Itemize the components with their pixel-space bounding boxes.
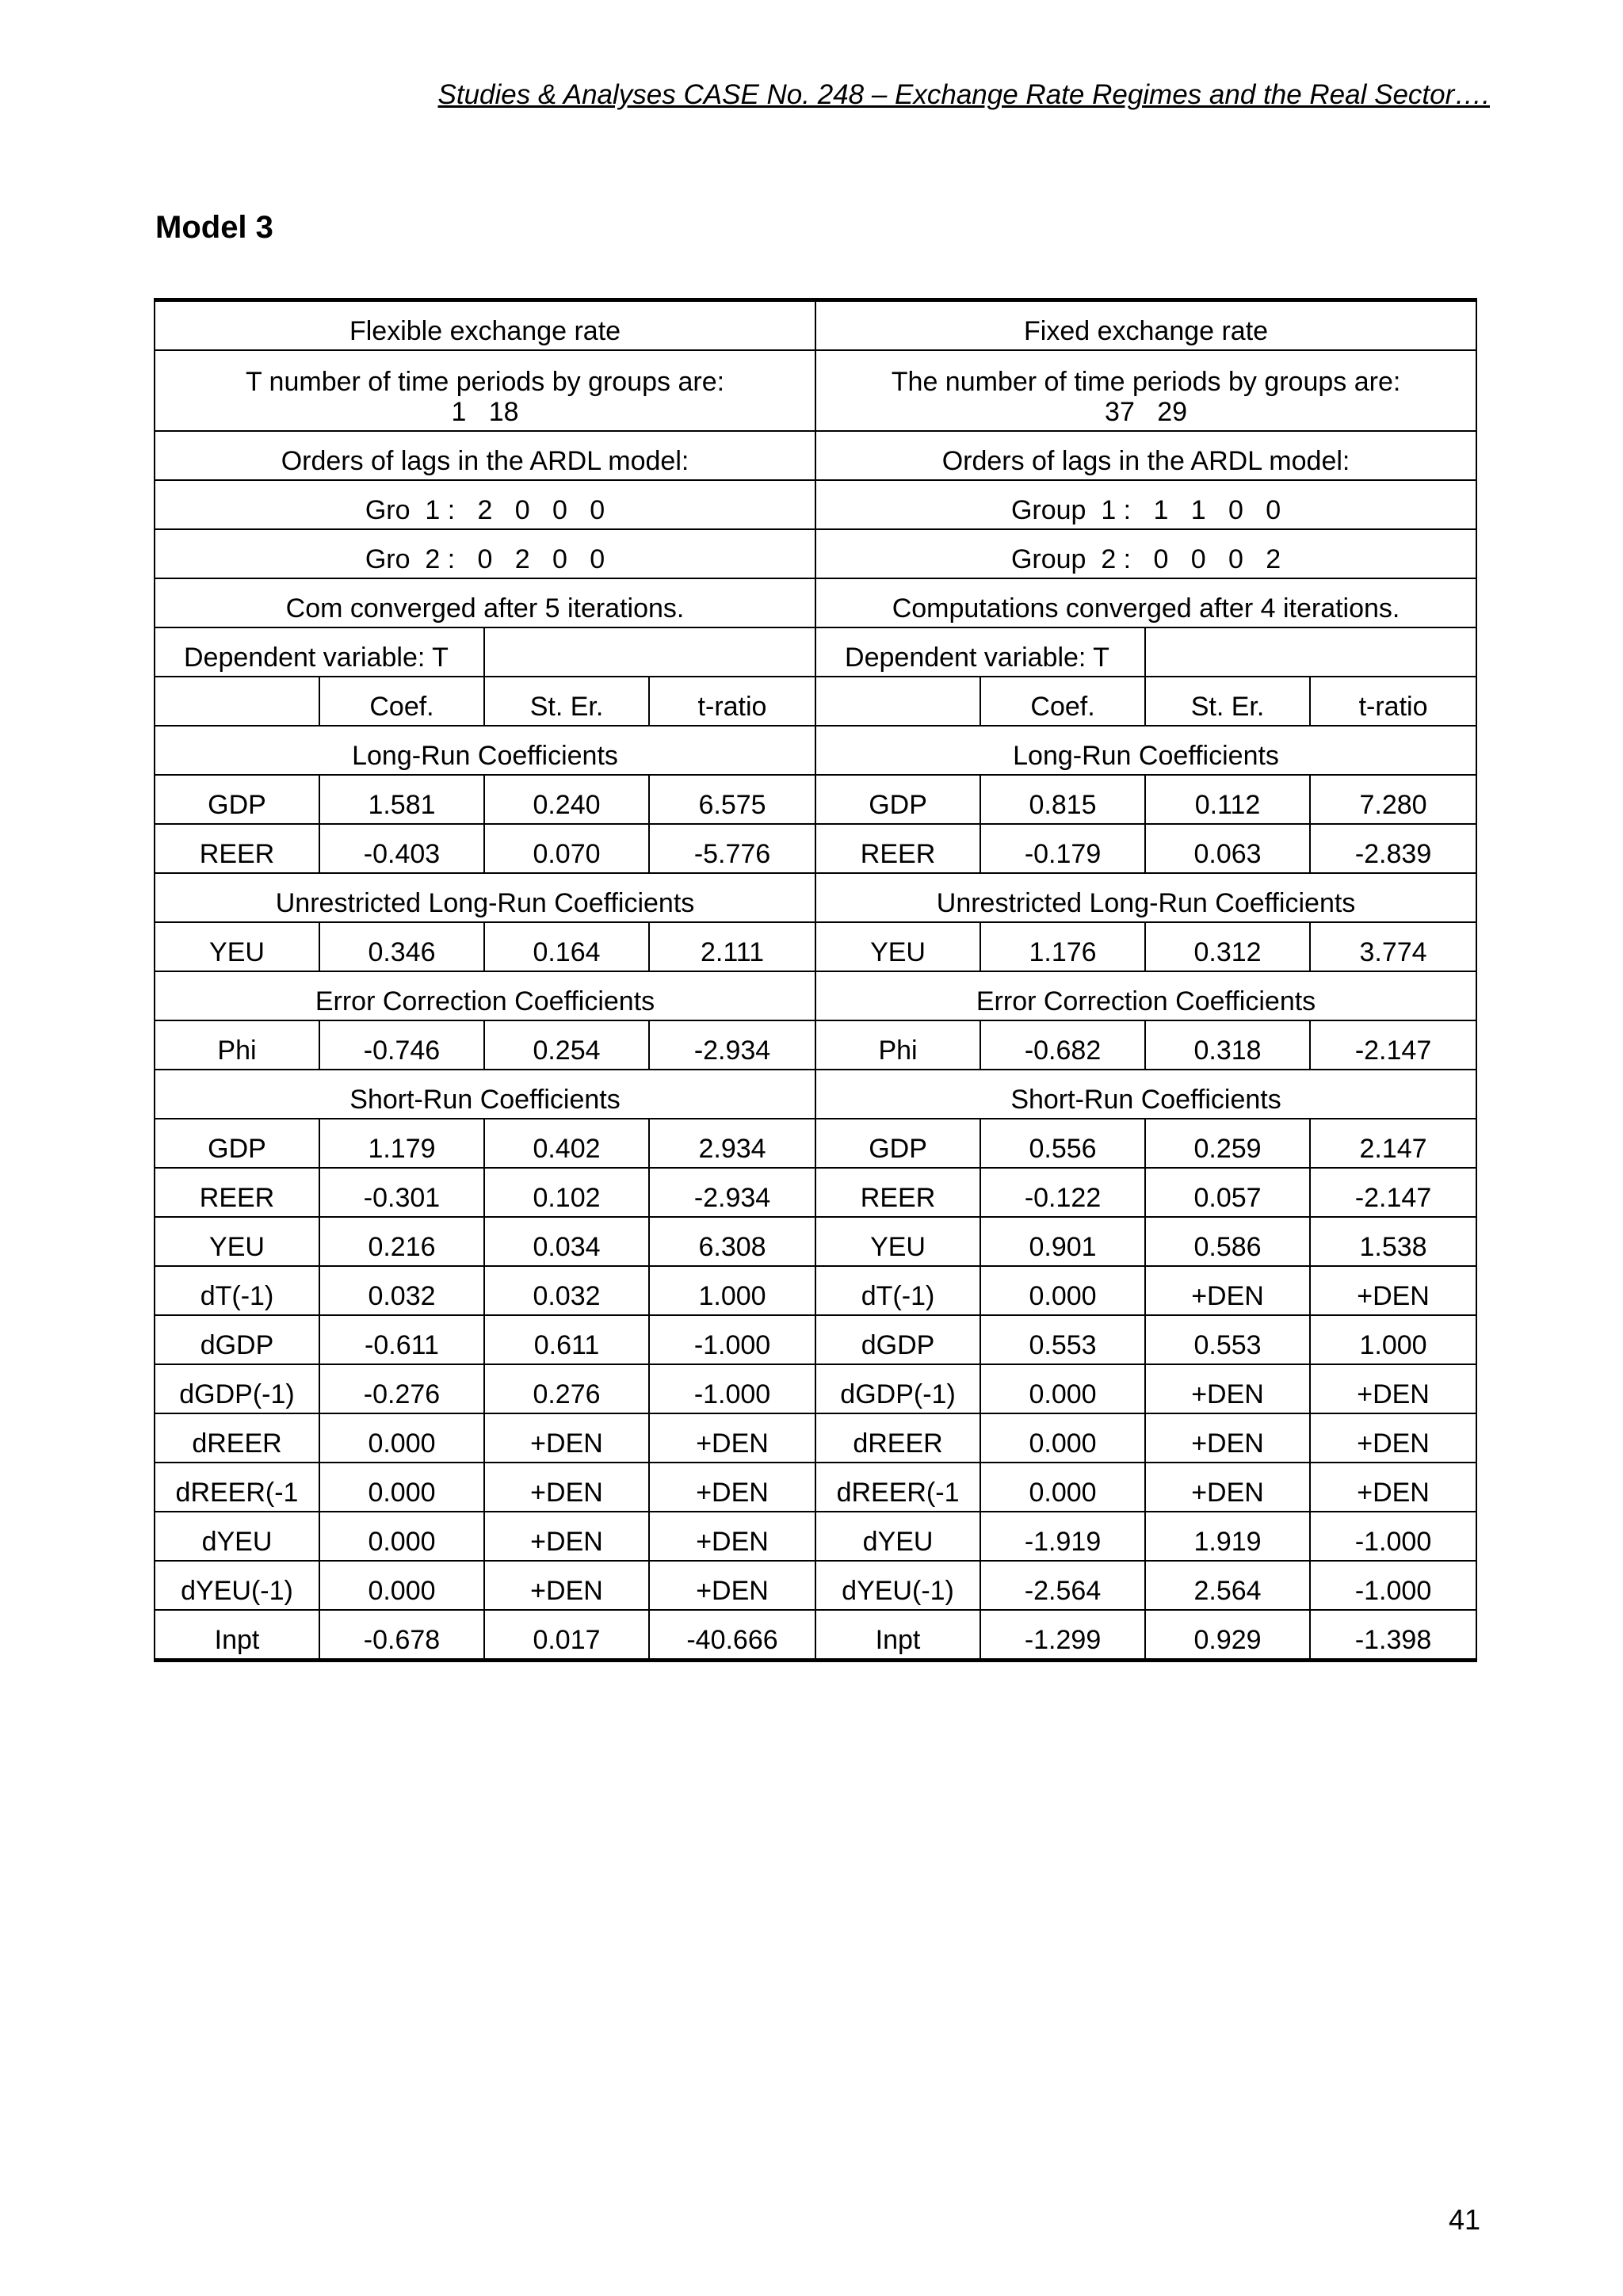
flex-std-error-cell: 0.240 (484, 775, 649, 824)
fixed-converged: Computations converged after 4 iterations. (815, 578, 1476, 627)
fixed-std-error-cell: 0.063 (1145, 824, 1310, 873)
fixed-coef-cell: 0.553 (980, 1315, 1145, 1364)
flex-lags-label: Orders of lags in the ARDL model: (155, 431, 815, 480)
table-row (155, 922, 1476, 971)
fixed-t-ratio-cell: -2.147 (1310, 1020, 1476, 1070)
flex-periods-cell (155, 350, 815, 431)
fixed-coef-cell: 1.176 (980, 922, 1145, 971)
fixed-t-ratio-cell: +DEN (1310, 1266, 1476, 1315)
fixed-regime-header: Fixed exchange rate (815, 300, 1476, 351)
flex-std-error-cell: +DEN (484, 1561, 649, 1610)
flex-coef-cell: 1.179 (319, 1119, 484, 1168)
fixed-coef-cell: 0.901 (980, 1217, 1145, 1266)
fixed-t-ratio-cell: -2.147 (1310, 1168, 1476, 1217)
flex-variable-cell: REER (155, 824, 319, 873)
flex-dependent-blank (484, 627, 815, 677)
flex-group2: Gro 2 : 0 2 0 0 (155, 529, 815, 578)
fixed-coef-cell: -1.919 (980, 1512, 1145, 1561)
regime-row (155, 300, 1476, 351)
fixed-t-header: t-ratio (1310, 677, 1476, 726)
flex-coef-cell: 0.000 (319, 1463, 484, 1512)
fixed-std-error-cell: 0.586 (1145, 1217, 1310, 1266)
flex-se-header: St. Er. (484, 677, 649, 726)
flex-variable-cell: YEU (155, 1217, 319, 1266)
results-table (154, 298, 1477, 1662)
flex-std-error-cell: 0.017 (484, 1610, 649, 1661)
flex-t-ratio-cell: +DEN (649, 1413, 815, 1463)
section-title: Model 3 (155, 210, 273, 245)
flex-periods-label: T number of time periods by groups are: (245, 367, 725, 397)
flex-variable-cell: REER (155, 1168, 319, 1217)
section-title-row (155, 726, 1476, 775)
flex-variable-cell: dREER(-1 (155, 1463, 319, 1512)
flex-section-title: Error Correction Coefficients (155, 971, 815, 1020)
page-number: 41 (1448, 2203, 1480, 2236)
fixed-std-error-cell: +DEN (1145, 1364, 1310, 1413)
table-row (155, 1610, 1476, 1661)
table-row (155, 1266, 1476, 1315)
running-header: Studies & Analyses CASE No. 248 – Exchange Rate Regimes and the Real Sector…. (437, 79, 1490, 110)
fixed-variable-cell: REER (815, 824, 980, 873)
flex-std-error-cell: 0.611 (484, 1315, 649, 1364)
flex-t-ratio-cell: -2.934 (649, 1168, 815, 1217)
table-row (155, 1020, 1476, 1070)
lags-label-row (155, 431, 1476, 480)
fixed-std-error-cell: 0.312 (1145, 922, 1310, 971)
flex-variable-cell: GDP (155, 775, 319, 824)
fixed-section-title: Short-Run Coefficients (815, 1070, 1476, 1119)
table-row (155, 1512, 1476, 1561)
flex-t-header: t-ratio (649, 677, 815, 726)
flex-variable-cell: dYEU (155, 1512, 319, 1561)
fixed-periods-cell (815, 350, 1476, 431)
section-title-row (155, 1070, 1476, 1119)
fixed-t-ratio-cell: -2.839 (1310, 824, 1476, 873)
fixed-coef-cell: -0.179 (980, 824, 1145, 873)
flex-coef-cell: 0.000 (319, 1512, 484, 1561)
fixed-t-ratio-cell: +DEN (1310, 1364, 1476, 1413)
fixed-section-title: Long-Run Coefficients (815, 726, 1476, 775)
flex-coef-cell: -0.746 (319, 1020, 484, 1070)
flex-coef-cell: 1.581 (319, 775, 484, 824)
group1-row (155, 480, 1476, 529)
fixed-t-ratio-cell: -1.398 (1310, 1610, 1476, 1661)
fixed-std-error-cell: +DEN (1145, 1463, 1310, 1512)
flex-variable-cell: dT(-1) (155, 1266, 319, 1315)
fixed-group2: Group 2 : 0 0 0 2 (815, 529, 1476, 578)
fixed-std-error-cell: 2.564 (1145, 1561, 1310, 1610)
fixed-t-ratio-cell: -1.000 (1310, 1561, 1476, 1610)
fixed-t-ratio-cell: 1.538 (1310, 1217, 1476, 1266)
fixed-variable-cell: dYEU (815, 1512, 980, 1561)
dependent-row (155, 627, 1476, 677)
fixed-t-ratio-cell: -1.000 (1310, 1512, 1476, 1561)
periods-row (155, 350, 1476, 431)
table-row (155, 1463, 1476, 1512)
flex-std-error-cell: +DEN (484, 1512, 649, 1561)
fixed-variable-cell: Inpt (815, 1610, 980, 1661)
fixed-coef-cell: 0.000 (980, 1364, 1145, 1413)
flex-coef-cell: 0.346 (319, 922, 484, 971)
fixed-t-ratio-cell: 3.774 (1310, 922, 1476, 971)
flex-t-ratio-cell: +DEN (649, 1561, 815, 1610)
flex-t-ratio-cell: +DEN (649, 1512, 815, 1561)
fixed-variable-cell: dT(-1) (815, 1266, 980, 1315)
flex-variable-cell: Phi (155, 1020, 319, 1070)
fixed-std-error-cell: +DEN (1145, 1413, 1310, 1463)
table-row (155, 1413, 1476, 1463)
fixed-group1: Group 1 : 1 1 0 0 (815, 480, 1476, 529)
flex-t-ratio-cell: -2.934 (649, 1020, 815, 1070)
flex-coef-cell: 0.216 (319, 1217, 484, 1266)
flex-var-header (155, 677, 319, 726)
flex-t-ratio-cell: 2.111 (649, 922, 815, 971)
fixed-t-ratio-cell: 1.000 (1310, 1315, 1476, 1364)
fixed-t-ratio-cell: 7.280 (1310, 775, 1476, 824)
fixed-variable-cell: dREER(-1 (815, 1463, 980, 1512)
flex-coef-header: Coef. (319, 677, 484, 726)
flex-variable-cell: GDP (155, 1119, 319, 1168)
fixed-std-error-cell: +DEN (1145, 1266, 1310, 1315)
flex-t-ratio-cell: +DEN (649, 1463, 815, 1512)
section-title-row (155, 873, 1476, 922)
fixed-coef-cell: -0.682 (980, 1020, 1145, 1070)
table-row (155, 1561, 1476, 1610)
table-row (155, 824, 1476, 873)
fixed-t-ratio-cell: +DEN (1310, 1463, 1476, 1512)
fixed-t-ratio-cell: 2.147 (1310, 1119, 1476, 1168)
fixed-variable-cell: GDP (815, 775, 980, 824)
fixed-coef-cell: 0.815 (980, 775, 1145, 824)
fixed-std-error-cell: 1.919 (1145, 1512, 1310, 1561)
fixed-coef-cell: -2.564 (980, 1561, 1145, 1610)
table-row (155, 1315, 1476, 1364)
fixed-t-ratio-cell: +DEN (1310, 1413, 1476, 1463)
table-row (155, 1364, 1476, 1413)
flex-converged: Com converged after 5 iterations. (155, 578, 815, 627)
fixed-dependent: Dependent variable: T (815, 627, 1145, 677)
flex-t-ratio-cell: 1.000 (649, 1266, 815, 1315)
fixed-variable-cell: REER (815, 1168, 980, 1217)
flex-coef-cell: -0.678 (319, 1610, 484, 1661)
fixed-var-header (815, 677, 980, 726)
flex-section-title: Long-Run Coefficients (155, 726, 815, 775)
flex-std-error-cell: 0.164 (484, 922, 649, 971)
flex-coef-cell: 0.032 (319, 1266, 484, 1315)
flex-section-title: Short-Run Coefficients (155, 1070, 815, 1119)
fixed-coef-cell: -1.299 (980, 1610, 1145, 1661)
fixed-variable-cell: Phi (815, 1020, 980, 1070)
flex-coef-cell: -0.301 (319, 1168, 484, 1217)
flex-std-error-cell: 0.276 (484, 1364, 649, 1413)
fixed-periods-values: 37 29 (1105, 397, 1188, 427)
fixed-section-title: Unrestricted Long-Run Coefficients (815, 873, 1476, 922)
flex-t-ratio-cell: 2.934 (649, 1119, 815, 1168)
flex-variable-cell: dGDP(-1) (155, 1364, 319, 1413)
flex-std-error-cell: 0.070 (484, 824, 649, 873)
flex-t-ratio-cell: -1.000 (649, 1315, 815, 1364)
table-row (155, 1119, 1476, 1168)
table-row (155, 1217, 1476, 1266)
flex-periods-values: 1 18 (451, 397, 519, 427)
fixed-coef-cell: 0.000 (980, 1266, 1145, 1315)
group2-row (155, 529, 1476, 578)
fixed-se-header: St. Er. (1145, 677, 1310, 726)
flex-t-ratio-cell: -5.776 (649, 824, 815, 873)
flex-variable-cell: dYEU(-1) (155, 1561, 319, 1610)
fixed-variable-cell: GDP (815, 1119, 980, 1168)
fixed-std-error-cell: 0.553 (1145, 1315, 1310, 1364)
fixed-std-error-cell: 0.259 (1145, 1119, 1310, 1168)
flex-t-ratio-cell: -40.666 (649, 1610, 815, 1661)
flex-regime-header: Flexible exchange rate (155, 300, 815, 351)
flex-dependent: Dependent variable: T (155, 627, 484, 677)
flex-coef-cell: -0.403 (319, 824, 484, 873)
flex-variable-cell: YEU (155, 922, 319, 971)
fixed-variable-cell: YEU (815, 1217, 980, 1266)
fixed-std-error-cell: 0.318 (1145, 1020, 1310, 1070)
fixed-variable-cell: YEU (815, 922, 980, 971)
flex-coef-cell: -0.276 (319, 1364, 484, 1413)
fixed-coef-cell: 0.000 (980, 1413, 1145, 1463)
fixed-coef-cell: 0.556 (980, 1119, 1145, 1168)
converged-row (155, 578, 1476, 627)
flex-std-error-cell: +DEN (484, 1413, 649, 1463)
fixed-periods-label: The number of time periods by groups are: (891, 367, 1401, 397)
flex-t-ratio-cell: -1.000 (649, 1364, 815, 1413)
table-row (155, 775, 1476, 824)
flex-t-ratio-cell: 6.308 (649, 1217, 815, 1266)
flex-t-ratio-cell: 6.575 (649, 775, 815, 824)
fixed-coef-header: Coef. (980, 677, 1145, 726)
table-row (155, 1168, 1476, 1217)
flex-coef-cell: -0.611 (319, 1315, 484, 1364)
flex-std-error-cell: 0.032 (484, 1266, 649, 1315)
flex-variable-cell: dGDP (155, 1315, 319, 1364)
flex-coef-cell: 0.000 (319, 1561, 484, 1610)
flex-std-error-cell: +DEN (484, 1463, 649, 1512)
flex-std-error-cell: 0.402 (484, 1119, 649, 1168)
flex-coef-cell: 0.000 (319, 1413, 484, 1463)
fixed-std-error-cell: 0.057 (1145, 1168, 1310, 1217)
column-header-row (155, 677, 1476, 726)
flex-std-error-cell: 0.102 (484, 1168, 649, 1217)
fixed-variable-cell: dGDP (815, 1315, 980, 1364)
fixed-variable-cell: dREER (815, 1413, 980, 1463)
flex-variable-cell: dREER (155, 1413, 319, 1463)
flex-std-error-cell: 0.254 (484, 1020, 649, 1070)
fixed-section-title: Error Correction Coefficients (815, 971, 1476, 1020)
flex-group1: Gro 1 : 2 0 0 0 (155, 480, 815, 529)
section-title-row (155, 971, 1476, 1020)
fixed-std-error-cell: 0.929 (1145, 1610, 1310, 1661)
flex-std-error-cell: 0.034 (484, 1217, 649, 1266)
flex-section-title: Unrestricted Long-Run Coefficients (155, 873, 815, 922)
fixed-std-error-cell: 0.112 (1145, 775, 1310, 824)
fixed-coef-cell: -0.122 (980, 1168, 1145, 1217)
fixed-dependent-blank (1145, 627, 1476, 677)
fixed-variable-cell: dYEU(-1) (815, 1561, 980, 1610)
fixed-variable-cell: dGDP(-1) (815, 1364, 980, 1413)
fixed-lags-label: Orders of lags in the ARDL model: (815, 431, 1476, 480)
fixed-coef-cell: 0.000 (980, 1463, 1145, 1512)
flex-variable-cell: Inpt (155, 1610, 319, 1661)
